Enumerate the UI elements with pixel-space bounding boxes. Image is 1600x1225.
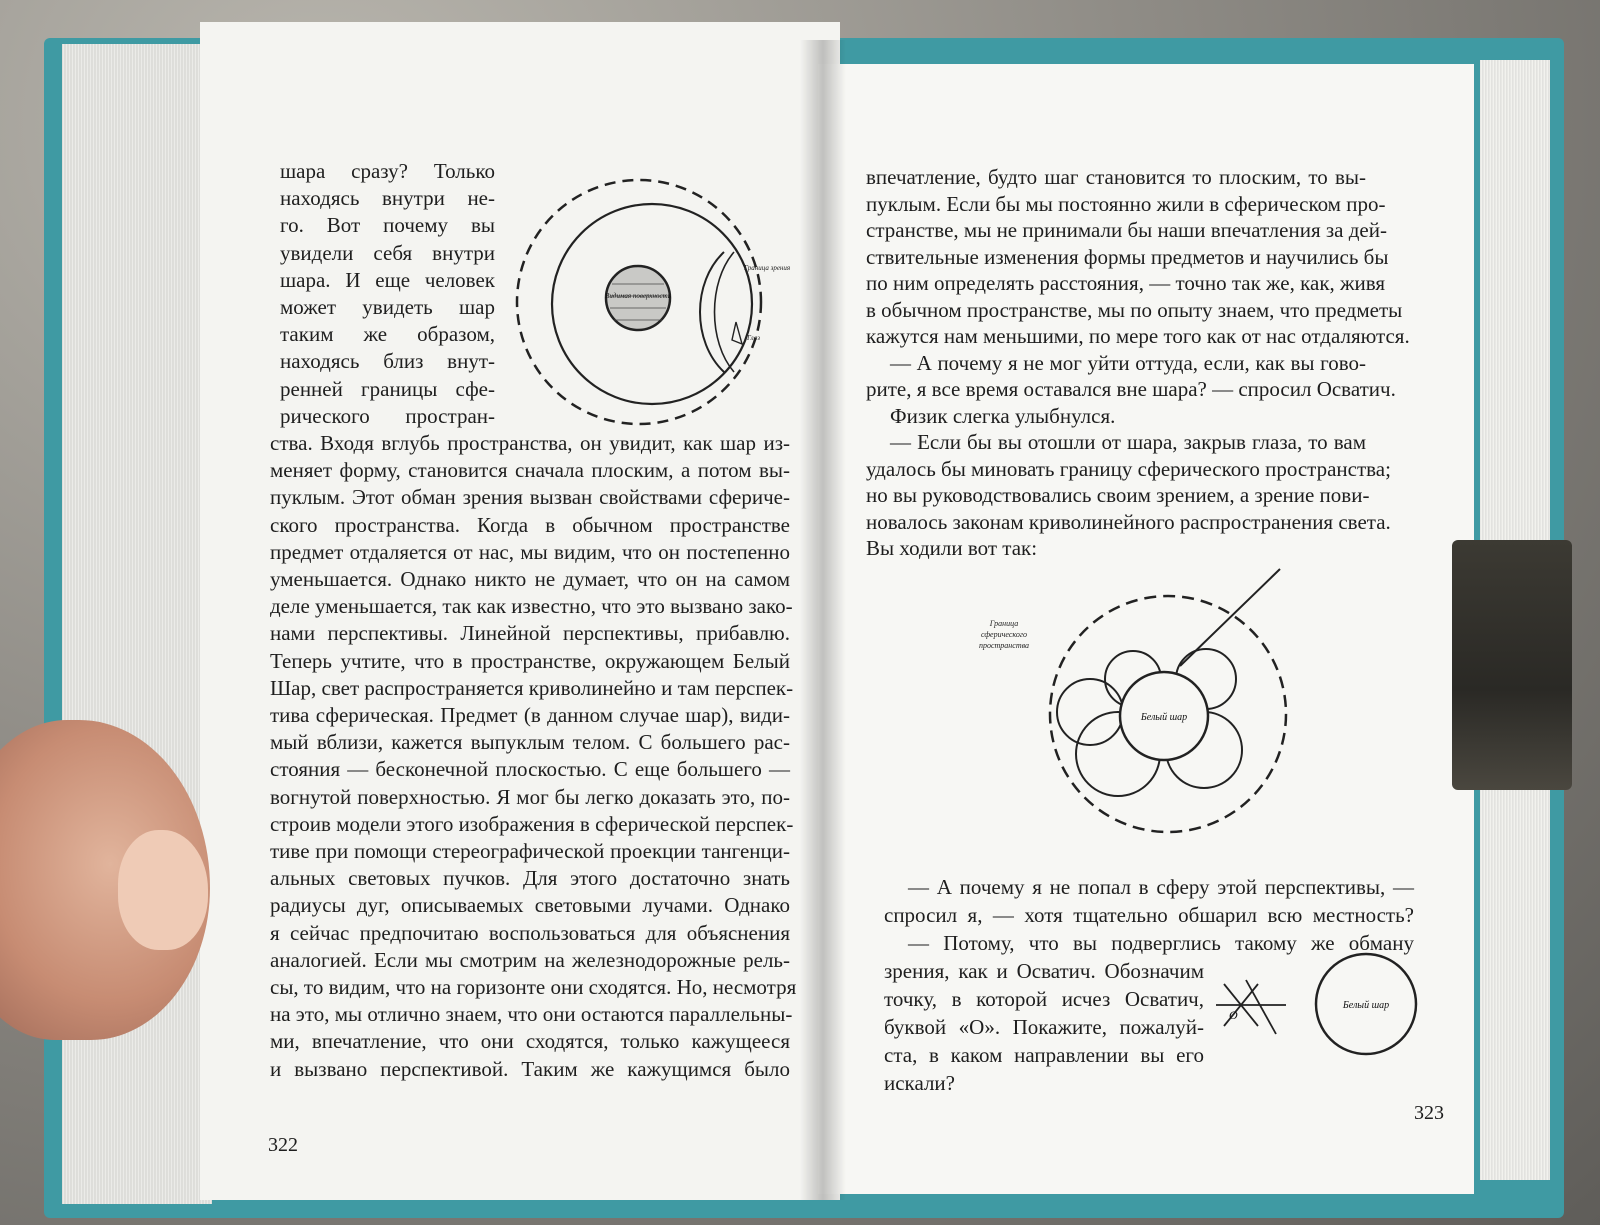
text-line: ренней границы сфе- [280, 376, 495, 401]
side-label-2: Глаз [747, 334, 760, 342]
book-gutter [800, 40, 846, 1200]
text-line: я сейчас предпочитаю воспользоваться для объяснения [270, 920, 790, 945]
text-line: строив модели этого изображения в сферической перспек- [270, 811, 794, 836]
text-line: новалось законам криволинейного распространения света. [866, 509, 1391, 534]
text-line: ствительные изменения формы предметов и научились бы [866, 244, 1389, 269]
text-line: — Потому, что вы подверглись такому же обману [908, 931, 1414, 955]
text-line: по ним определять расстояния, — точно так же, как, живя [866, 271, 1386, 295]
text-line: — А почему я не попал в сферу этой перспективы, — [908, 875, 1414, 899]
text-line: и вызвано перспективой. Таким же кажущимся было [270, 1056, 790, 1081]
left-page-number: 322 [268, 1134, 298, 1156]
text-line: пуклым. Этот обман зрения вызван свойствами сфериче- [270, 485, 790, 510]
text-line: точку, в которой исчез Осватич, [884, 987, 1204, 1011]
text-line: Теперь учтите, что в пространстве, окружающем Белый [270, 648, 790, 673]
thumb-nail [118, 830, 208, 950]
text-line: уменьшается. Однако никто не думает, что он на самом [270, 567, 790, 591]
direction-line-4 [1246, 980, 1276, 1034]
eye-mark [732, 322, 742, 344]
text-line: нами перспективы. Линейной перспективы, прибавлю. [270, 621, 790, 646]
text-line: спросил я, — хотя тщательно обшарил всю местность? [884, 903, 1414, 927]
vision-boundary-arc-2 [715, 252, 735, 372]
text-line: ста, в каком направлении вы его [884, 1043, 1204, 1067]
ball-label: Белый шар [1140, 712, 1188, 723]
text-line: радиусы дуг, описываемых световыми лучами. Однако [270, 893, 790, 918]
text-line: на это, мы отлично знаем, что они остаются параллельны- [270, 1002, 793, 1027]
vision-boundary-arc [700, 252, 724, 372]
text-line: — А почему я не мог уйти оттуда, если, как вы гово- [890, 350, 1366, 375]
text-line: буквой «О». Покажите, пожалуй- [884, 1015, 1204, 1039]
text-line: Физик слегка улыбнулся. [890, 403, 1116, 428]
text-line: странстве, мы не принимали бы наши впечатления за дей- [866, 218, 1387, 242]
text-line: находясь близ внут- [280, 349, 495, 374]
text-line: сы, то видим, что на горизонте они сходятся. Но, несмотря [270, 975, 797, 999]
text-line: Шар, свет распространяется криволинейно и там перспек- [270, 675, 794, 700]
text-line: но вы руководствовались своим зрением, а зрение пови- [866, 483, 1370, 507]
text-line: рите, я все время оставался вне шара? — спросил Осватич. [866, 377, 1396, 401]
text-line: шара. И еще человек [280, 267, 495, 292]
text-line: мый вблизи, кажется выпуклым телом. С большего рас- [270, 730, 790, 755]
text-line: Вы ходили вот так: [866, 536, 1038, 560]
text-line: шара сразу? Только [280, 159, 495, 183]
search-diagram [1216, 944, 1436, 1074]
text-line: искали? [884, 1071, 955, 1095]
left-page [200, 22, 840, 1200]
text-line: — Если бы вы отошли от шара, закрыв глаза, то вам [890, 430, 1366, 454]
text-line: стояния — бесконечной плоскостью. С еще большего — [270, 757, 790, 782]
path-diagram [968, 564, 1298, 854]
sphere-diagram [512, 172, 802, 442]
page-clip [1452, 540, 1572, 790]
text-line: тива сферическая. Предмет (в данном случае шар), види- [270, 703, 790, 727]
ball-label: Белый шар [1342, 1000, 1390, 1011]
side-label-1: Граница зрения [744, 264, 791, 272]
text-line: вогнутой поверхностью. Я мог бы легко доказать это, по- [270, 784, 790, 809]
text-line: го. Вот почему вы [280, 213, 495, 238]
right-page [818, 64, 1474, 1194]
boundary-label-2: сферического [981, 630, 1027, 639]
text-line: впечатление, будто шаг становится то плоским, то вы- [866, 165, 1366, 189]
text-line: меняет форму, становится сначала плоским, а потом вы- [270, 458, 790, 483]
text-line: кажутся нам меньшими, по мере того как от нас отдаляются. [866, 324, 1410, 348]
text-line: ства. Входя вглубь пространства, он увидит, как шар из- [270, 431, 790, 455]
text-line: альных световых пучков. Для этого достаточно знать [270, 866, 790, 891]
boundary-label-3: пространства [978, 641, 1030, 650]
point-o-label: O [1229, 1008, 1238, 1022]
text-line: тиве при помощи стереографической проекции тангенци- [270, 839, 790, 863]
text-line: таким же образом, [280, 322, 495, 347]
text-line: увидели себя внутри [280, 240, 495, 265]
text-line: пуклым. Если бы мы постоянно жили в сферическом про- [866, 191, 1386, 216]
text-line: ми, впечатление, что они сходятся, только кажущееся [270, 1029, 790, 1054]
text-line: в обычном пространстве, мы по опыту знаем, что предметы [866, 297, 1403, 322]
text-line: деле уменьшается, так как известно, что это вызвано зако- [270, 594, 793, 619]
text-line: аналогией. Если мы смотрим на железнодорожные рель- [270, 947, 790, 972]
text-line: удалось бы миновать границу сферического пространства; [866, 456, 1391, 481]
text-line: зрения, как и Осватич. Обозначим [884, 959, 1204, 983]
boundary-label-1: Граница [989, 619, 1019, 628]
right-page-number: 323 [1414, 1102, 1444, 1124]
text-line: может увидеть шар [280, 295, 495, 319]
text-line: рического простран- [280, 403, 495, 428]
exit-ray [1180, 569, 1280, 666]
text-line: находясь внутри не- [280, 186, 495, 211]
inner-label: Видимая поверхность [605, 292, 671, 300]
text-line: ского пространства. Когда в обычном пространстве [270, 512, 790, 537]
text-line: предмет отдаляется от нас, мы видим, что он постепенно [270, 539, 790, 564]
